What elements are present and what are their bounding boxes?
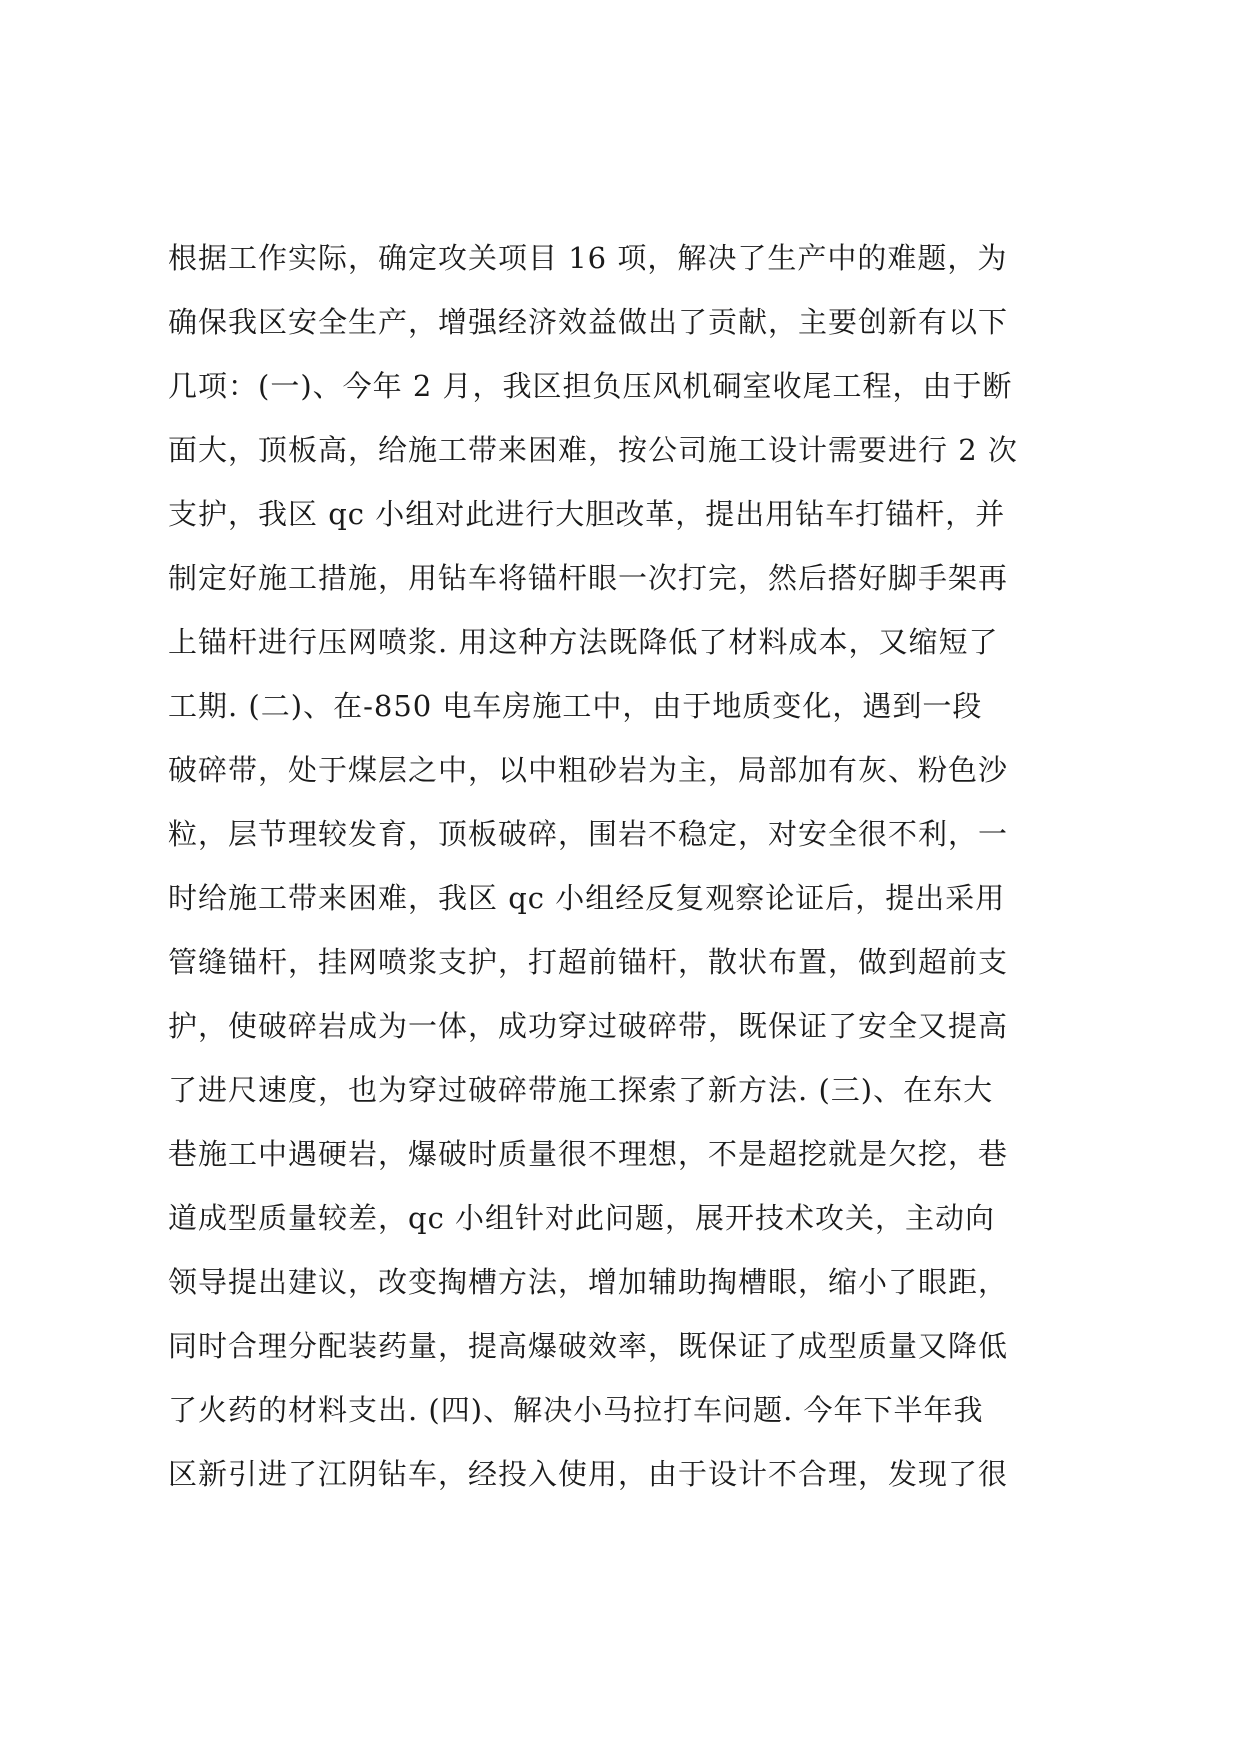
body-text — [168, 226, 1088, 1506]
text-line-11: 时给施工带来困难，我区 qc 小组经反复观察论证后，提出采用 — [168, 881, 1006, 915]
text-line-12: 管缝锚杆，挂网喷浆支护，打超前锚杆，散状布置，做到超前支 — [168, 945, 1009, 979]
text-line-8: 工期. (二)、在-850 电车房施工中，由于地质变化，遇到一段 — [168, 689, 983, 723]
text-line-18: 同时合理分配装药量，提高爆破效率，既保证了成型质量又降低 — [168, 1329, 1009, 1363]
text-line-10: 粒，层节理较发育，顶板破碎，围岩不稳定，对安全很不利，一 — [168, 817, 1009, 851]
text-line-19: 了火药的材料支出. (四)、解决小马拉打车问题. 今年下半年我 — [168, 1393, 984, 1427]
text-line-14: 了进尺速度，也为穿过破碎带施工探索了新方法. (三)、在东大 — [168, 1073, 994, 1107]
text-line-15: 巷施工中遇硬岩，爆破时质量很不理想，不是超挖就是欠挖，巷 — [168, 1137, 1009, 1171]
text-line-6: 制定好施工措施，用钻车将锚杆眼一次打完，然后搭好脚手架再 — [168, 561, 1009, 595]
text-line-17: 领导提出建议，改变掏槽方法，增加辅助掏槽眼，缩小了眼距， — [168, 1265, 1009, 1299]
text-line-16: 道成型质量较差，qc 小组针对此问题，展开技术攻关，主动向 — [168, 1201, 996, 1235]
text-line-4: 面大，顶板高，给施工带来困难，按公司施工设计需要进行 2 次 — [168, 433, 1018, 467]
text-line-3: 几项：(一)、今年 2 月，我区担负压风机硐室收尾工程，由于断 — [168, 369, 1013, 403]
text-line-13: 护，使破碎岩成为一体，成功穿过破碎带，既保证了安全又提高 — [168, 1009, 1009, 1043]
text-line-9: 破碎带，处于煤层之中，以中粗砂岩为主，局部加有灰、粉色沙 — [168, 753, 1009, 787]
text-line-2: 确保我区安全生产，增强经济效益做出了贡献，主要创新有以下 — [168, 305, 1009, 339]
text-line-7: 上锚杆进行压网喷浆. 用这种方法既降低了材料成本，又缩短了 — [168, 625, 999, 659]
text-line-20: 区新引进了江阴钻车，经投入使用，由于设计不合理，发现了很 — [168, 1457, 1009, 1491]
text-line-1: 根据工作实际，确定攻关项目 16 项，解决了生产中的难题，为 — [168, 241, 1008, 275]
text-line-5: 支护，我区 qc 小组对此进行大胆改革，提出用钻车打锚杆，并 — [168, 497, 1006, 531]
